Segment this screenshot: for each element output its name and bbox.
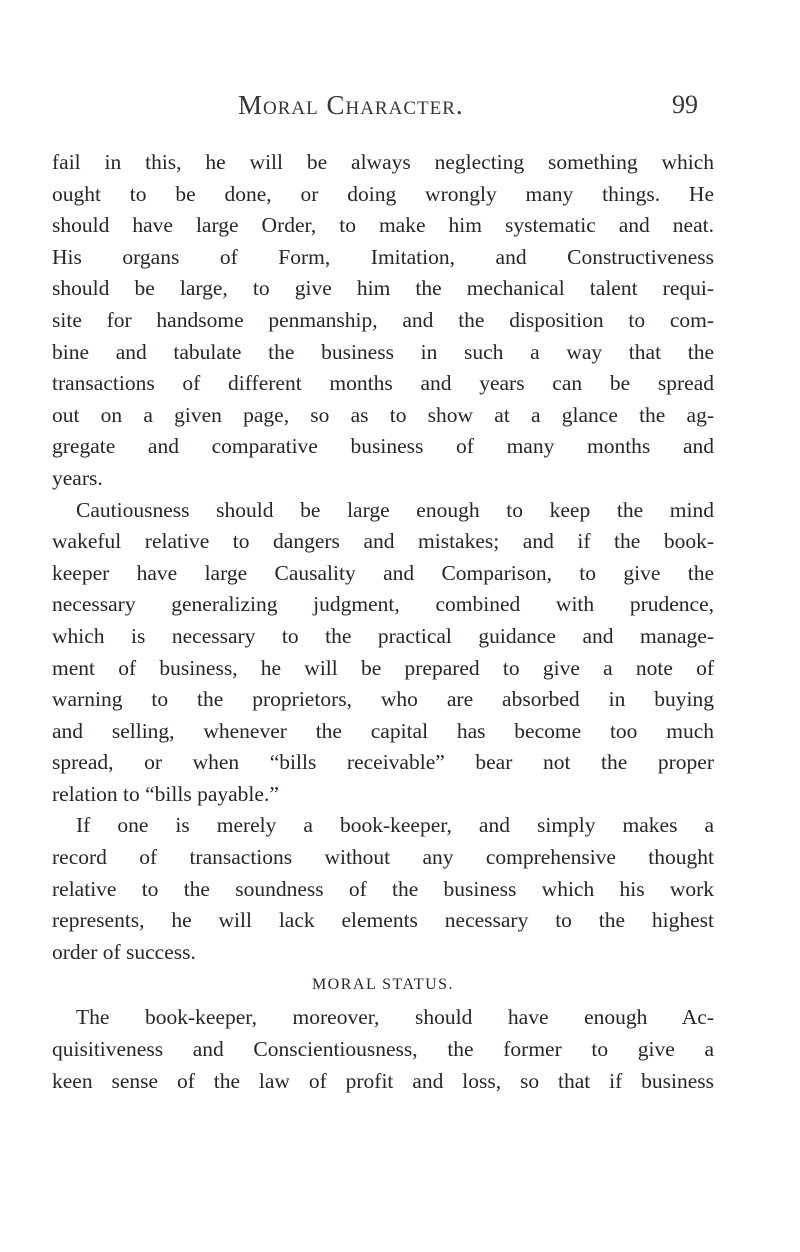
- text-line: spread, or when “bills receivable” bear not the proper: [52, 750, 714, 775]
- text-line: quisitiveness and Conscientiousness, the former to give a: [52, 1037, 714, 1062]
- text-line: ment of business, he will be prepared to give a note of: [52, 655, 714, 680]
- text-line: ought to be done, or doing wrongly many things. He: [52, 181, 714, 206]
- text-line: relation to “bills payable.”: [52, 781, 279, 806]
- text-line: out on a given page, so as to show at a glance the ag-: [52, 402, 714, 427]
- text-line: order of success.: [52, 939, 196, 964]
- text-line: which is necessary to the practical guidance and manage-: [52, 623, 714, 648]
- running-head-title: Moral Character.: [238, 90, 464, 120]
- text-line: site for handsome penmanship, and the disposition to com-: [52, 307, 714, 332]
- paragraph-3: [52, 810, 714, 968]
- paragraph-4: [52, 1002, 714, 1097]
- text-line: fail in this, he will be always neglecting something which: [52, 150, 714, 174]
- text-line: If one is merely a book-keeper, and simply makes a: [76, 813, 714, 838]
- page-number: 99: [672, 90, 698, 119]
- text-line: record of transactions without any comprehensive thought: [52, 845, 714, 870]
- paragraph-2: [52, 495, 714, 811]
- text-line: keeper have large Causality and Comparison, to give the: [52, 560, 714, 585]
- text-line: warning to the proprietors, who are absorbed in buying: [52, 687, 714, 712]
- body-text: [52, 147, 714, 1097]
- text-line: relative to the soundness of the business which his work: [52, 876, 714, 901]
- text-line: keen sense of the law of profit and loss, so that if business: [52, 1068, 714, 1093]
- text-line: should have large Order, to make him systematic and neat.: [52, 213, 714, 238]
- text-line: wakeful relative to dangers and mistakes; and if the book-: [52, 529, 714, 554]
- text-line: represents, he will lack elements necessary to the highest: [52, 908, 714, 933]
- text-line: The book-keeper, moreover, should have enough Ac-: [76, 1005, 714, 1030]
- section-heading: MORAL STATUS.: [311, 976, 455, 994]
- text-line: His organs of Form, Imitation, and Constructiveness: [52, 244, 714, 269]
- text-line: and selling, whenever the capital has become too much: [52, 718, 714, 743]
- text-line: gregate and comparative business of many months and: [52, 434, 714, 459]
- text-line: necessary generalizing judgment, combined with prudence,: [52, 592, 714, 617]
- paragraph-1: [52, 147, 714, 495]
- text-line: years.: [52, 465, 103, 490]
- text-line: Cautiousness should be large enough to keep the mind: [76, 497, 714, 522]
- running-head: [228, 90, 708, 130]
- text-line: bine and tabulate the business in such a way that the: [52, 339, 714, 364]
- text-line: should be large, to give him the mechanical talent requi-: [52, 276, 714, 301]
- text-line: transactions of different months and years can be spread: [52, 371, 714, 396]
